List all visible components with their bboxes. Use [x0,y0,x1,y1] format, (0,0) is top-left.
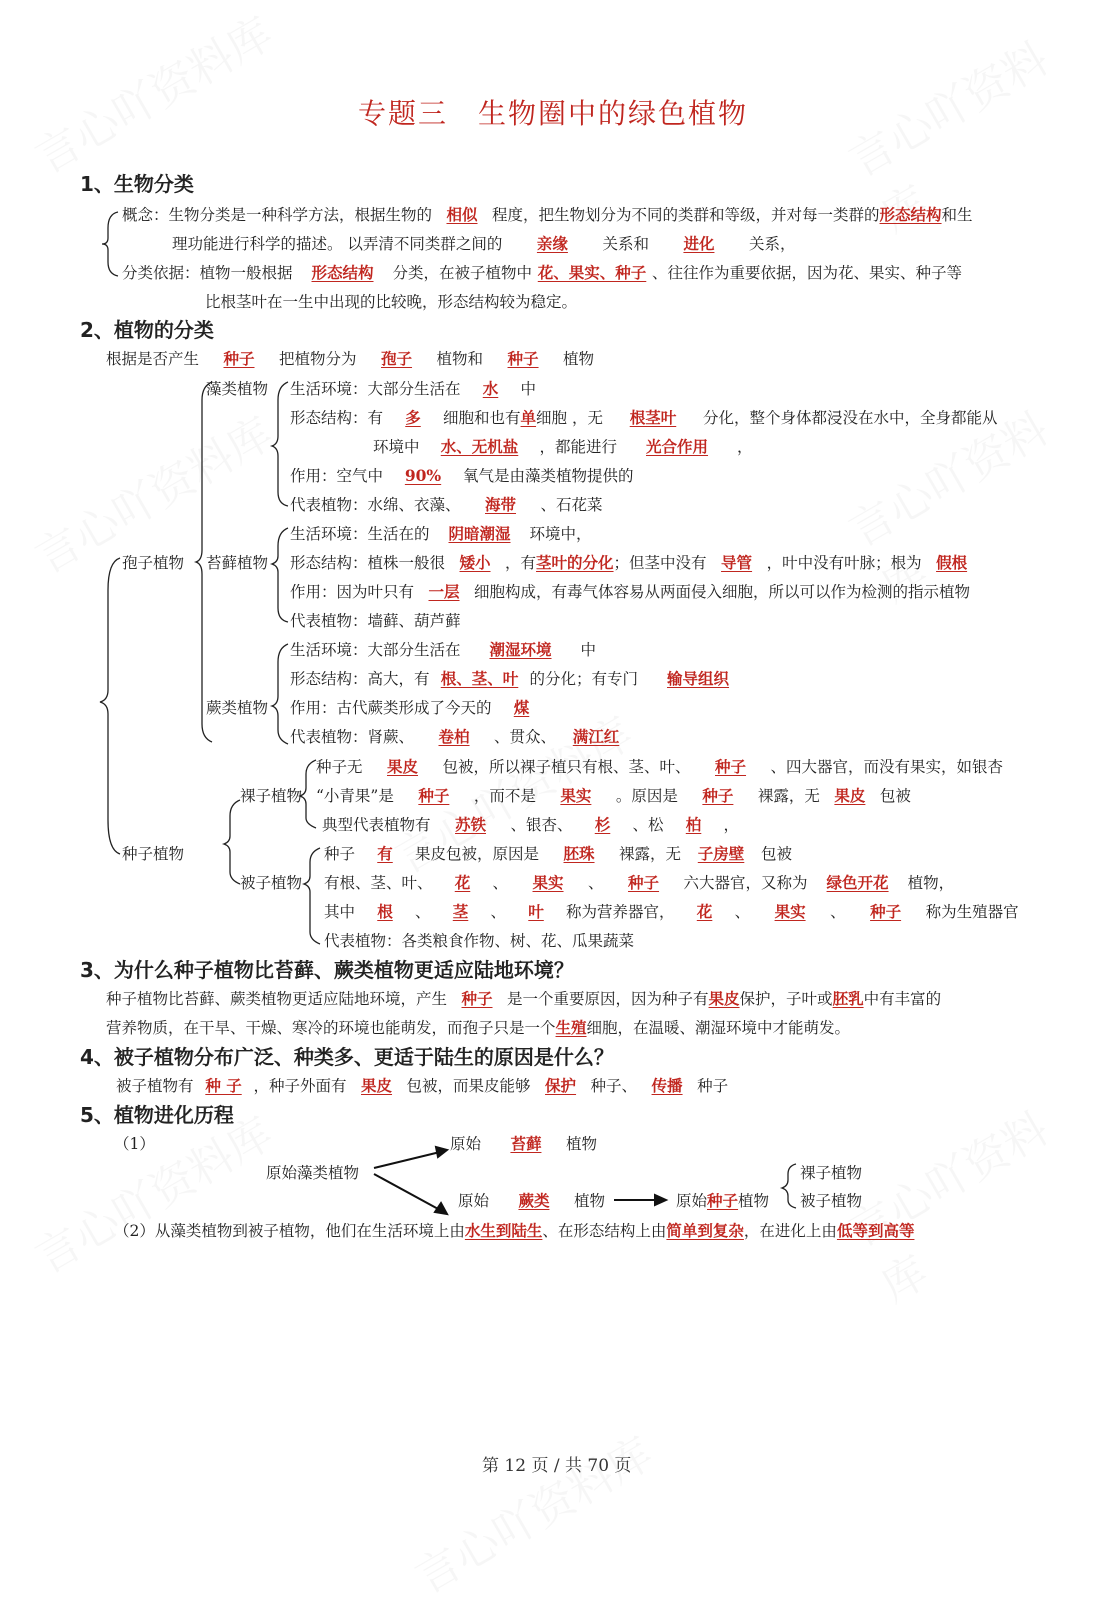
brace-angio [304,848,320,944]
arrow-to-moss [374,1152,440,1168]
arrow-to-fern [374,1174,440,1210]
moss-structure: 形态结构：植株一般很 矮小 ，有茎叶的分化；但茎中没有 导管 ，叶中没有叶脉；根为 假根 [290,553,968,572]
gymno-line1: 种子无 果皮 包被，所以裸子植只有根、茎、叶、 种子 、四大器官，而没有果实，如银杏 [316,757,1004,776]
algae-function: 作用：空气中 90% 氧气是由藻类植物提供的 [290,466,634,485]
label-seed-plants: 种子植物 [122,845,185,863]
evo-gymnosperm: 裸子植物 [800,1164,863,1182]
s1-line2: 理功能进行科学的描述。 以弄清不同类群之间的 亲缘 关系和 进化 关系， [172,234,796,253]
label-moss: 苔藓植物 [206,554,269,572]
primitive-seed: 原始种子植物 [676,1191,770,1210]
primitive-fern: 原始 蕨类 植物 [458,1191,605,1210]
label-spore-plants: 孢子植物 [122,554,185,572]
brace-fern [272,644,288,744]
brace-gymno [300,760,316,828]
brace-classification [102,212,118,276]
brace-algae [272,382,288,506]
algae-examples: 代表植物：水绵、衣藻、 海带 、石花菜 [290,495,603,514]
section-3-heading: 3、为什么种子植物比苔藓、蕨类植物更适应陆地环境？ [80,958,574,982]
s1-line3: 分类依据：植物一般根据 形态结构 分类，在被子植物中 花、果实、种子 、往往作为重要依据，因为花、果实、种子等 [122,263,963,282]
section-4-heading: 4、被子植物分布广泛、种类多、更适于陆生的原因是什么？ [80,1045,614,1069]
gymno-line2: “小青果”是 种子 ，而不是 果实 。原因是 种子 裸露，无 果皮 包被 [316,786,911,805]
s4-answer: 被子植物有 种 子 ，种子外面有 果皮 包被，而果皮能够 保护 种子、 传播 种子 [116,1076,729,1095]
primitive-moss: 原始 苔藓 植物 [450,1134,597,1153]
page-number: 第 12 页 / 共 70 页 [482,1456,632,1476]
page-title: 专题三 生物圈中的绿色植物 [358,97,749,130]
s3-line1: 种子植物比苔藓、蕨类植物更适应陆地环境，产生 种子 是一个重要原因，因为种子有果皮保护，子叶或胚乳中有丰富的 [106,989,942,1008]
arrow-head [655,1195,666,1205]
moss-examples: 代表植物：墙藓、葫芦藓 [290,612,461,630]
label-algae: 藻类植物 [206,380,269,398]
algae-structure-2: 环境中 水、无机盐 ，都能进行 光合作用 ， [373,437,753,456]
brace-moss [272,528,288,622]
section-5-heading: 5、植物进化历程 [80,1103,234,1127]
fern-examples: 代表植物：肾蕨、 卷柏 、贯众、 满江红 [290,727,620,746]
s1-line4: 比根茎叶在一生中出现的比较晚，形态结构较为稳定。 [205,293,578,311]
angio-line3: 其中 根 、 茎 、 叶 称为营养器官， 花 、 果实 、 种子 称为生殖器官 [324,902,1019,921]
moss-function: 作用：因为叶只有 一层 细胞构成，有毒气体容易从两面侵入细胞，所以可以作为检测的指示植物 [290,582,971,601]
evo-angiosperm: 被子植物 [800,1192,863,1210]
angio-line2: 有根、茎、叶、 花 、 果实 、 种子 六大器官，又称为 绿色开花 植物， [324,873,955,892]
brace-seed [224,800,240,884]
primitive-algae: 原始藻类植物 [266,1164,360,1182]
arrow-head [435,1203,447,1214]
section-1-heading: 1、生物分类 [80,172,194,196]
section-2-heading: 2、植物的分类 [80,318,214,342]
algae-structure: 形态结构：有 多 细胞和也有单细胞 ，无 根茎叶 分化，整个身体都浸没在水中，全身都能从 [290,408,998,427]
angio-line4: 代表植物：各类粮食作物、树、花、瓜果蔬菜 [324,932,635,950]
label-fern: 蕨类植物 [206,699,269,717]
brace-seed-kinds [782,1164,796,1208]
arrow-head [436,1147,447,1157]
fern-structure: 形态结构：高大，有 根、茎、叶 的分化；有专门 输导组织 [290,669,730,688]
angio-line1: 种子 有 果皮包被，原因是 胚珠 裸露，无 子房壁 包被 [324,844,793,863]
gymno-line3: 典型代表植物有 苏铁 、银杏、 杉 、松 柏 ， [322,815,740,834]
s3-line2: 营养物质，在干旱、干燥、寒冷的环境也能萌发，而孢子只是一个生殖细胞，在温暖、潮湿环境中才能萌发。 [106,1018,851,1037]
brace-plants [100,558,120,854]
s5-item-1: （1） [114,1135,155,1153]
s5-item-2: （2）从藻类植物到被子植物，他们在生活环境上由水生到陆生、在形态结构上由简单到复杂，在进化上由低等到高等 [114,1221,915,1240]
fern-function: 作用：古代蕨类形成了今天的 煤 [290,698,530,717]
moss-habitat: 生活环境：生活在的 阴暗潮湿 环境中， [290,524,592,543]
s2-intro: 根据是否产生 种子 把植物分为 孢子 植物和 种子 植物 [106,349,595,368]
label-gymnosperm: 裸子植物 [240,787,303,805]
fern-habitat: 生活环境：大部分生活在 潮湿环境 中 [290,640,597,659]
label-angiosperm: 被子植物 [240,874,303,892]
s1-line1: 概念：生物分类是一种科学方法，根据生物的 相似 程度，把生物划分为不同的类群和等级，并对每一类群的形态结构和生 [122,205,973,224]
algae-habitat: 生活环境：大部分生活在 水 中 [290,379,537,398]
